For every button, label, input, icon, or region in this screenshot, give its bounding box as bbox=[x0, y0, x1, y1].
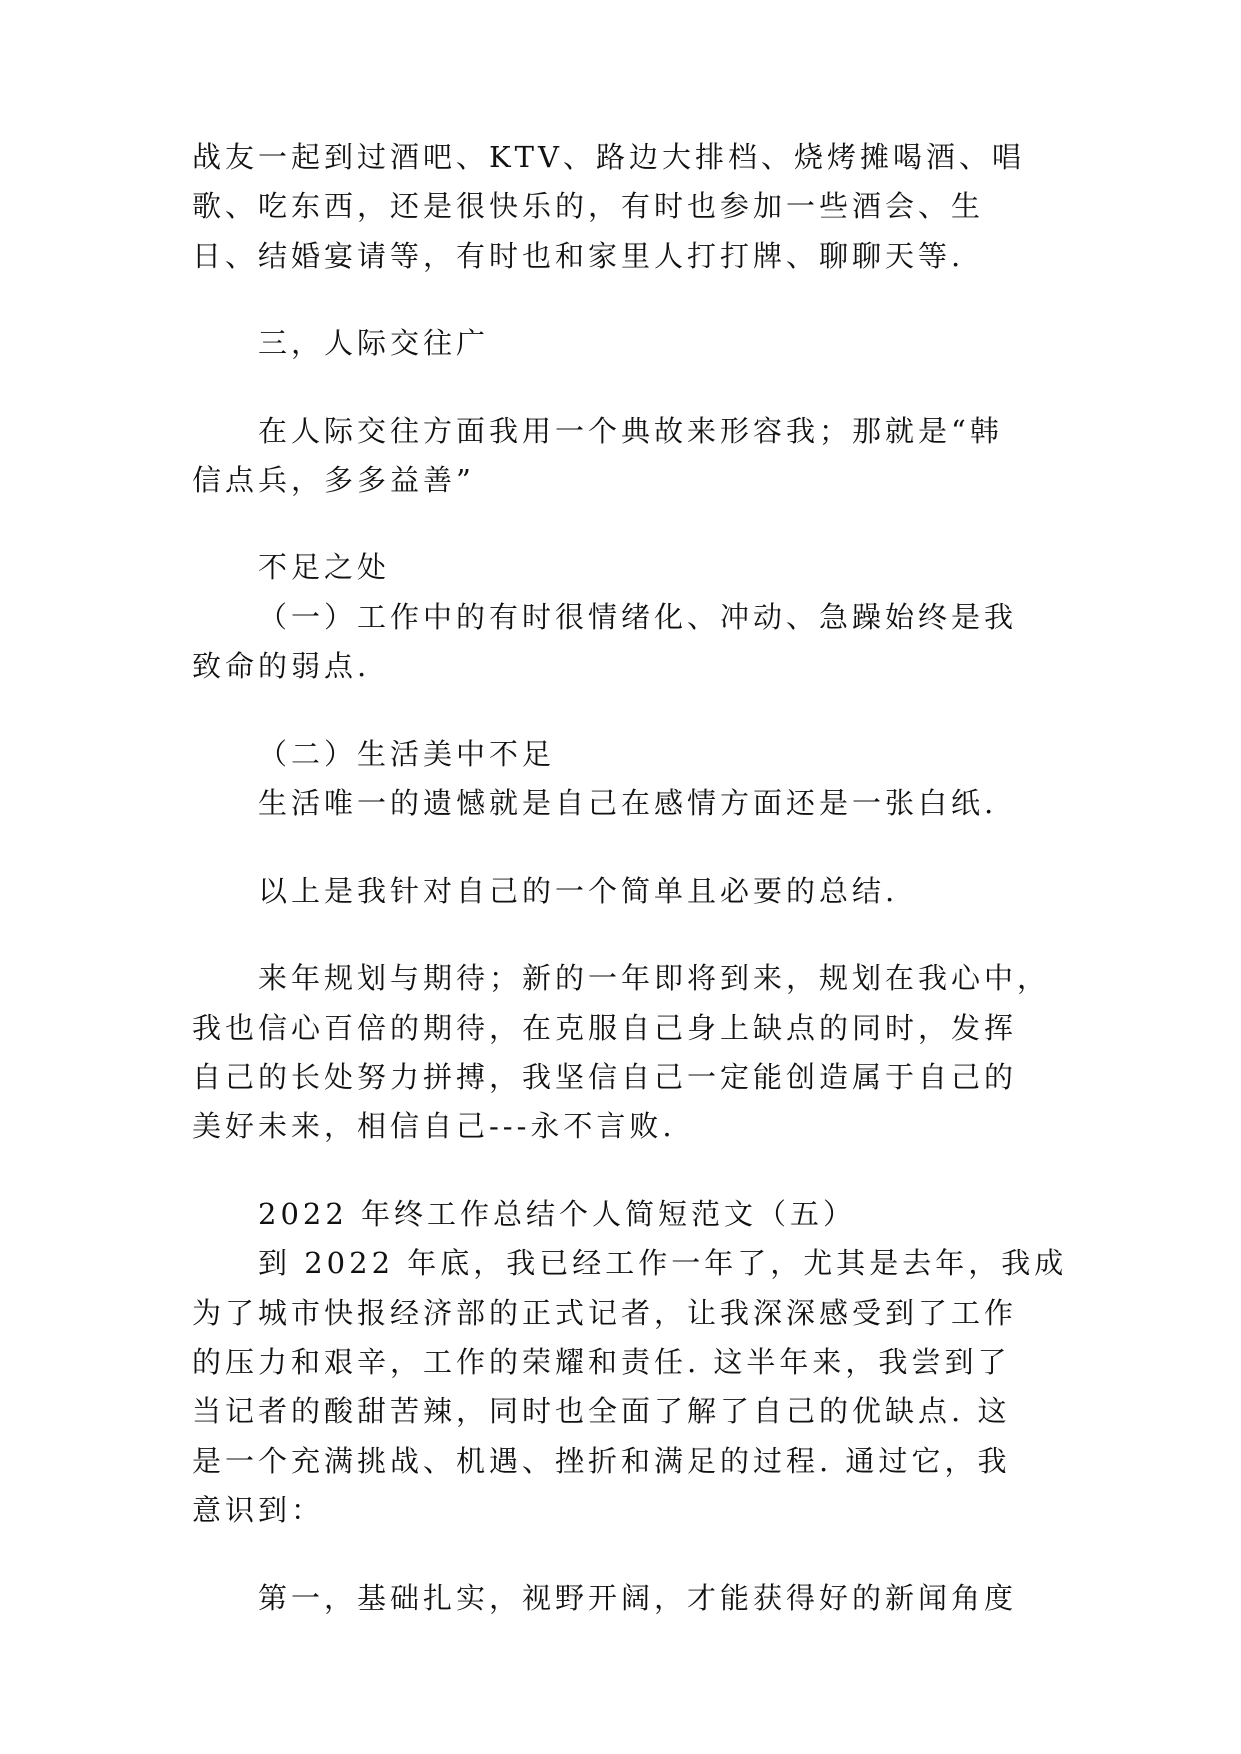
text-line: 意识到： bbox=[192, 1493, 325, 1527]
text-line: 我也信心百倍的期待，在克服自己身上缺点的同时，发挥 bbox=[192, 1011, 1018, 1045]
text-line: 第一，基础扎实，视野开阔，才能获得好的新闻角度 bbox=[258, 1581, 1018, 1615]
text-line: （一）工作中的有时很情绪化、冲动、急躁始终是我 bbox=[258, 600, 1018, 634]
text-line: 致命的弱点. bbox=[192, 649, 371, 683]
text-line: 到 2022 年底，我已经工作一年了，尤其是去年，我成 bbox=[258, 1246, 1068, 1280]
text-line: 来年规划与期待；新的一年即将到来，规划在我心中， bbox=[258, 961, 1051, 995]
text-line: 日、结婚宴请等，有时也和家里人打打牌、聊聊天等. bbox=[192, 239, 965, 273]
text-line: 当记者的酸甜苦辣，同时也全面了解了自己的优缺点. 这 bbox=[192, 1394, 1011, 1428]
text-line: 以上是我针对自己的一个简单且必要的总结. bbox=[258, 874, 899, 908]
text-line: 在人际交往方面我用一个典故来形容我；那就是“韩 bbox=[258, 414, 1003, 448]
text-line: 是一个充满挑战、机遇、挫折和满足的过程. 通过它，我 bbox=[192, 1444, 1011, 1478]
section-heading: 不足之处 bbox=[258, 550, 391, 584]
text-line: 美好未来，相信自己---永不言败. bbox=[192, 1109, 676, 1143]
text-line: 的压力和艰辛，工作的荣耀和责任. 这半年来，我尝到了 bbox=[192, 1345, 1011, 1379]
text-line: 信点兵，多多益善” bbox=[192, 463, 475, 497]
text-line: 战友一起到过酒吧、KTV、路边大排档、烧烤摊喝酒、唱 bbox=[192, 140, 1025, 174]
text-line: 为了城市快报经济部的正式记者，让我深深感受到了工作 bbox=[192, 1296, 1018, 1330]
section-heading: 三，人际交往广 bbox=[258, 326, 490, 360]
article-title: 2022 年终工作总结个人简短范文（五） bbox=[258, 1197, 857, 1231]
text-line: 歌、吃东西，还是很快乐的，有时也参加一些酒会、生 bbox=[192, 189, 985, 223]
text-line: 自己的长处努力拼搏，我坚信自己一定能创造属于自己的 bbox=[192, 1060, 1018, 1094]
section-heading: （二）生活美中不足 bbox=[258, 737, 556, 771]
text-line: 生活唯一的遗憾就是自己在感情方面还是一张白纸. bbox=[258, 786, 998, 820]
